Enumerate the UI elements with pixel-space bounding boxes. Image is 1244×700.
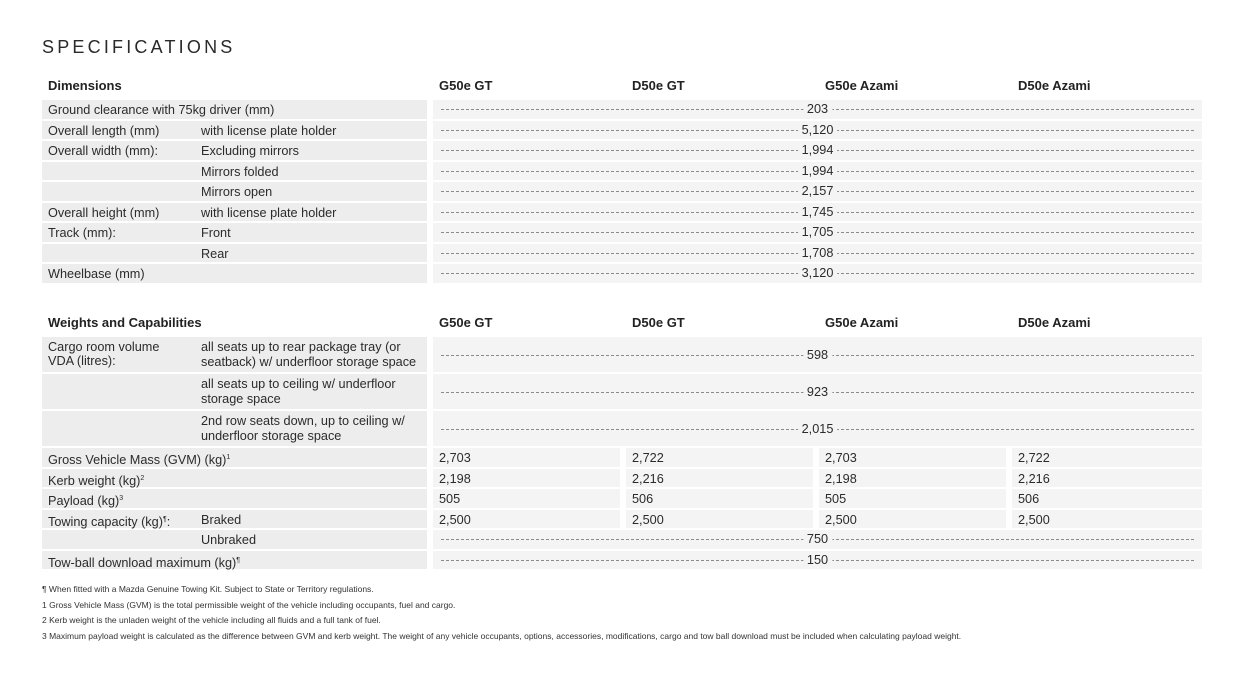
spec-row xyxy=(42,264,1202,283)
row-sublabel: Mirrors open xyxy=(201,185,273,199)
cell-value: 2,500 xyxy=(1018,512,1050,527)
row-sublabel: all seats up to ceiling w/ underfloor storage space xyxy=(201,377,396,406)
row-sublabel: 2nd row seats down, up to ceiling w/ underfloor storage space xyxy=(201,414,405,443)
model-header-1: G50e GT xyxy=(439,78,493,93)
row-value: 1,708 xyxy=(798,246,838,260)
weights-table xyxy=(42,311,1202,571)
cargo-row xyxy=(42,411,1202,446)
cell-value: 506 xyxy=(632,492,654,506)
towball-row xyxy=(42,551,1202,570)
row-value: 923 xyxy=(803,385,832,399)
cell-value: 2,216 xyxy=(1018,471,1050,486)
spec-row xyxy=(42,121,1202,140)
payload-row xyxy=(42,489,1202,508)
row-value: 203 xyxy=(803,102,832,116)
model-header-3: G50e Azami xyxy=(825,315,899,330)
towing-row xyxy=(42,510,1202,529)
page-title: SPECIFICATIONS xyxy=(42,37,236,57)
cell-value: 2,198 xyxy=(825,471,857,486)
row-value: 2,015 xyxy=(798,422,838,436)
kerb-row xyxy=(42,469,1202,488)
gvm-row xyxy=(42,448,1202,467)
model-header-2: D50e GT xyxy=(632,78,685,93)
row-value: 1,745 xyxy=(798,205,838,219)
cell-value: 2,500 xyxy=(632,512,664,527)
cell-value: 2,216 xyxy=(632,471,664,486)
row-sublabel: with license plate holder xyxy=(201,205,337,220)
row-sublabel: Excluding mirrors xyxy=(201,144,299,158)
row-value: 5,120 xyxy=(798,123,838,137)
row-value: 150 xyxy=(803,553,832,567)
row-label: Tow-ball download maximum (kg)¶ xyxy=(48,555,241,570)
spec-row xyxy=(42,141,1202,160)
cell-value: 2,722 xyxy=(1018,451,1050,465)
row-sublabel: all seats up to rear package tray (or seatback) w/ underfloor storage space xyxy=(201,340,417,369)
weights-header xyxy=(42,311,1202,333)
row-value: 3,120 xyxy=(798,266,838,280)
spec-row xyxy=(42,182,1202,201)
spec-row xyxy=(42,100,1202,119)
row-sublabel: with license plate holder xyxy=(201,123,337,138)
row-label: Towing capacity (kg)¶: xyxy=(48,514,171,529)
row-value: 598 xyxy=(803,348,832,362)
cell-value: 2,703 xyxy=(825,451,857,465)
dimensions-table xyxy=(42,74,1202,285)
cell-value: 506 xyxy=(1018,492,1040,506)
row-label: Track (mm): xyxy=(48,226,116,240)
row-label: Ground clearance with 75kg driver (mm) xyxy=(48,103,275,117)
unbraked-row xyxy=(42,530,1202,549)
cargo-group xyxy=(42,337,1202,446)
row-sublabel: Braked xyxy=(201,512,242,527)
cargo-label: Cargo room volume VDA (litres): xyxy=(48,340,160,368)
model-header-4: D50e Azami xyxy=(1018,315,1091,330)
cell-value: 505 xyxy=(825,492,847,506)
cargo-row xyxy=(42,374,1202,409)
row-sublabel: Unbraked xyxy=(201,533,257,547)
row-sublabel: Rear xyxy=(201,246,229,261)
cell-value: 2,722 xyxy=(632,451,664,465)
spec-row xyxy=(42,223,1202,242)
model-header-4: D50e Azami xyxy=(1018,78,1091,93)
row-sublabel: Mirrors folded xyxy=(201,164,279,179)
cell-value: 2,198 xyxy=(439,471,471,486)
row-value: 2,157 xyxy=(798,184,838,198)
dimensions-heading: Dimensions xyxy=(48,78,122,93)
dimensions-header xyxy=(42,74,1202,96)
footnote: 2 Kerb weight is the unladen weight of the vehicle including all fluids and a full tank of fuel. xyxy=(42,615,381,625)
weights-heading: Weights and Capabilities xyxy=(48,315,202,330)
cell-value: 2,500 xyxy=(439,512,471,527)
model-header-2: D50e GT xyxy=(632,315,685,330)
footnote: ¶ When fitted with a Mazda Genuine Towing Kit. Subject to State or Territory regulations. xyxy=(42,584,374,594)
row-value: 1,994 xyxy=(798,143,838,157)
row-sublabel: Front xyxy=(201,226,231,240)
row-label: Wheelbase (mm) xyxy=(48,267,145,281)
cell-value: 2,703 xyxy=(439,451,471,465)
spec-row xyxy=(42,203,1202,222)
row-label: Overall height (mm) xyxy=(48,205,160,220)
model-header-3: G50e Azami xyxy=(825,78,899,93)
row-value: 750 xyxy=(803,532,832,546)
cell-value: 2,500 xyxy=(825,512,857,527)
footnotes xyxy=(42,582,961,644)
cargo-row xyxy=(42,337,1202,372)
row-label: Kerb weight (kg)$^2$ xyxy=(48,473,145,488)
row-value: 1,994 xyxy=(798,164,838,178)
row-value: 1,705 xyxy=(798,225,838,239)
row-label: Payload (kg)$^3$ xyxy=(48,494,124,509)
dimensions-rows xyxy=(42,100,1202,283)
row-label: Overall width (mm): xyxy=(48,144,158,158)
row-label: Overall length (mm) xyxy=(48,123,160,138)
footnote: 3 Maximum payload weight is calculated as the difference between GVM and kerb weight. The weight of any vehicle occupants, options, accessories, modifications, cargo and tow ball download must be included when calculating payload weight. xyxy=(42,630,962,641)
spec-row xyxy=(42,162,1202,181)
spec-row xyxy=(42,244,1202,263)
model-header-1: G50e GT xyxy=(439,315,493,330)
cell-value: 505 xyxy=(439,492,461,506)
footnote: 1 Gross Vehicle Mass (GVM) is the total permissible weight of the vehicle including occupants, fuel and cargo. xyxy=(42,599,456,610)
row-label: Gross Vehicle Mass (GVM) (kg)$^1$ xyxy=(48,453,231,468)
